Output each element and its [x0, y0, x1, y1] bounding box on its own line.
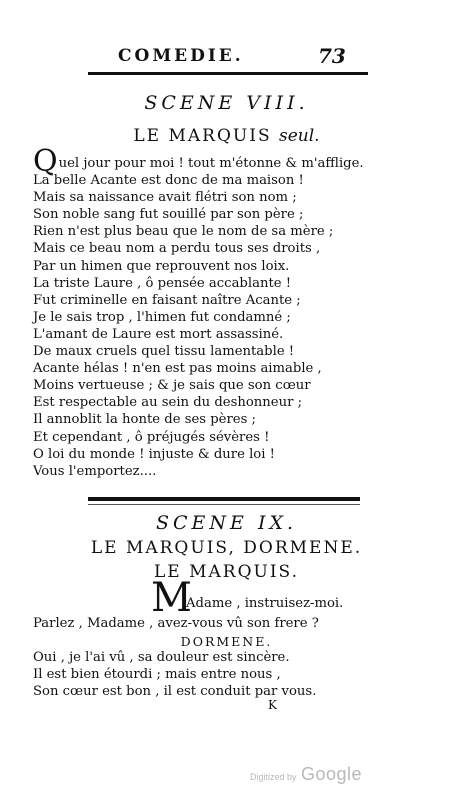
verse-line: Il annoblit la honte de ses pères ;: [33, 412, 256, 428]
verse-line-first: [33, 144, 403, 179]
running-title: COMEDIE.: [118, 46, 244, 66]
scene-divider: [88, 497, 360, 501]
signature-mark: K: [268, 698, 277, 712]
google-logo: Google: [300, 764, 363, 784]
scene-8-speaker-name: LE MARQUIS: [133, 126, 272, 146]
verse-line: La belle Acante est donc de ma maison !: [33, 173, 304, 189]
scene-8-heading: SCENE VIII.: [144, 92, 309, 114]
verse-line: Acante hélas ! n'en est pas moins aimable ,: [33, 361, 322, 377]
dialogue-line: Oui , je l'ai vû , sa douleur est sincère.: [33, 650, 290, 665]
dropcap-q: Q: [33, 144, 58, 179]
dialogue-line: Son cœur est bon , il est conduit par vous.: [33, 684, 317, 699]
verse-line: Est respectable au sein du deshonneur ;: [33, 395, 303, 411]
verse-line: Rien n'est plus beau que le nom de sa mère ;: [33, 224, 334, 240]
page-number: 73: [318, 44, 346, 68]
dialogue-first-line: Adame , instruisez-moi.: [186, 596, 344, 611]
watermark-prefix: Digitized by: [250, 772, 297, 782]
verse-line: Mais ce beau nom a perdu tous ses droits ,: [33, 241, 321, 257]
dialogue-line: Parlez , Madame , avez-vous vû son frere ?: [33, 616, 319, 631]
verse-line: Par un himen que reprouvent nos loix.: [33, 258, 290, 274]
scene-8-speaker: [0, 126, 453, 146]
verse-line: Vous l'emportez....: [33, 463, 157, 479]
verse-line: La triste Laure , ô pensée accablante !: [33, 275, 292, 291]
scene-8-monologue: [33, 144, 403, 480]
dropcap-m: M: [151, 575, 192, 621]
header-rule: [88, 72, 368, 75]
verse-line: Fut criminelle en faisant naître Acante ;: [33, 292, 301, 308]
verse-line: Je le sais trop , l'himen fut condamné ;: [33, 309, 291, 325]
dialogue-line: Il est bien étourdi ; mais entre nous ,: [33, 667, 281, 682]
scene-9-speaker-dormene: DORMENE.: [180, 634, 273, 649]
digitization-watermark: [250, 764, 362, 785]
scene-9-heading: SCENE IX.: [155, 512, 298, 534]
verse-line-first-text: uel jour pour moi ! tout m'étonne & m'afflige.: [58, 156, 364, 171]
stage-direction: seul.: [279, 126, 320, 146]
verse-line: O loi du monde ! injuste & dure loi !: [33, 446, 275, 462]
verse-line: Son noble sang fut souillé par son père ;: [33, 207, 304, 223]
scene-9-speaker-marquis: LE MARQUIS.: [153, 562, 299, 582]
verse-line: Mais sa naissance avait flétri son nom ;: [33, 190, 297, 206]
verse-line: Et cependant , ô préjugés sévères !: [33, 429, 270, 445]
verse-line: De maux cruels quel tissu lamentable !: [33, 344, 295, 360]
verse-line: Moins vertueuse ; & je sais que son cœur: [33, 378, 311, 394]
scene-9-characters: LE MARQUIS, DORMENE.: [90, 538, 363, 558]
scene-divider-thin: [88, 504, 360, 505]
verse-line: L'amant de Laure est mort assassiné.: [33, 326, 284, 342]
